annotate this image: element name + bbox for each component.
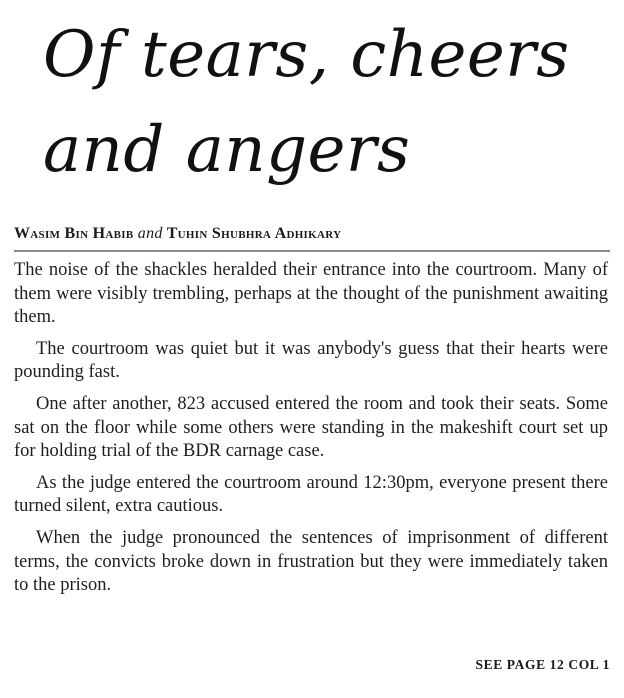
article-body xyxy=(14,259,608,598)
headline xyxy=(43,8,613,198)
paragraph-1: The noise of the shackles heralded their entrance into the courtroom. Many of them were visibly trembling, perhaps at the thought of the punishment awaiting them. xyxy=(14,260,608,328)
byline-conjunction: and xyxy=(137,225,163,242)
byline-author-2: Tuhin Shubhra Adhikary xyxy=(166,225,342,242)
byline xyxy=(14,224,610,244)
paragraph-2: The courtroom was quiet but it was anybody's guess that their hearts were pounding fast. xyxy=(14,338,608,383)
headline-line-1: Of tears, cheers xyxy=(43,18,570,92)
headline-line-2: and angers xyxy=(43,113,411,187)
paragraph-4: As the judge entered the courtroom around 12:30pm, everyone present there turned silent, extra cautious. xyxy=(14,472,608,517)
paragraph-5: When the judge pronounced the sentences of imprisonment of different terms, the convicts broke down in frustration but they were immediately taken to the prison. xyxy=(14,527,608,596)
byline-divider xyxy=(14,250,610,252)
paragraph-3: One after another, 823 accused entered the room and took their seats. Some sat on the floor while some others were standing in the makeshift court set up for holding trial of the BDR carnage case. xyxy=(14,393,608,462)
continuation-link[interactable]: SEE PAGE 12 COL 1 xyxy=(475,657,610,672)
byline-author-1: Wasim Bin Habib xyxy=(14,225,134,242)
